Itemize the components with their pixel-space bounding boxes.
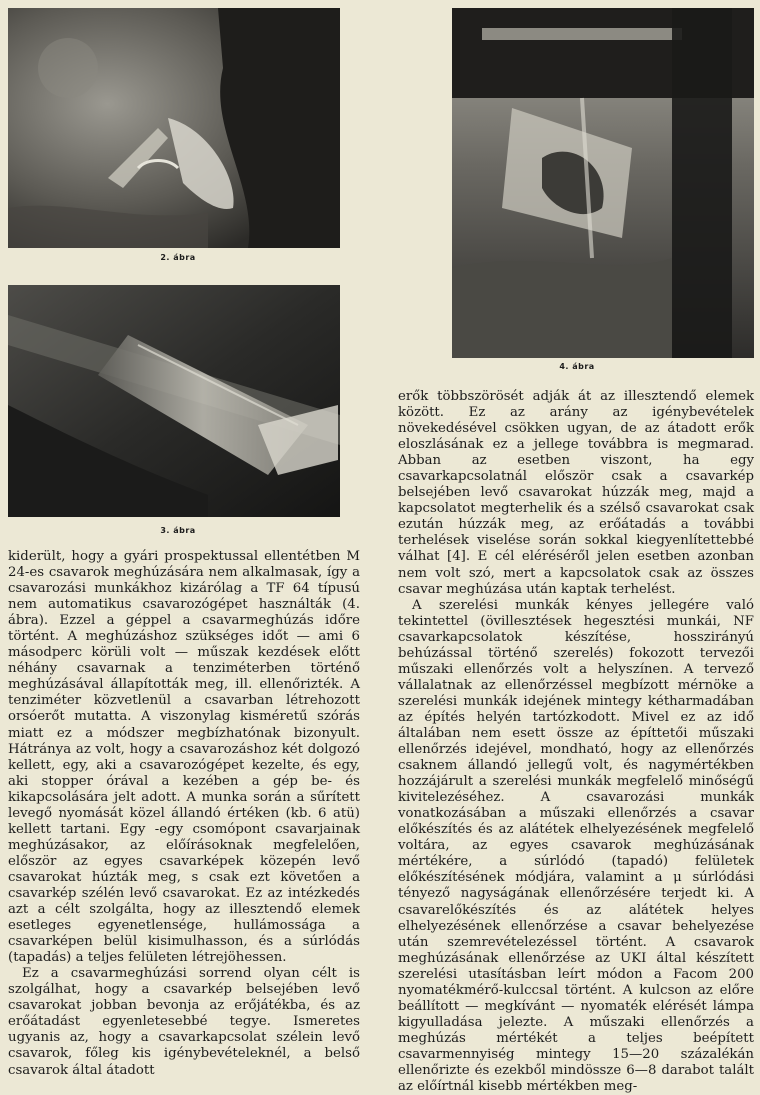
- paragraph: Ez a csavarmeghúzási sorrend olyan célt is szolgálhat, hogy a csavarkép belsejében levő csavarokat jobban bevonja az erőjátékba, és az erőátadást egyenletesebbé tegye. Ismeretes ugyanis az, hogy a csavarkapcsolat szélein levő csavarok, főleg kis igénybevételeknél, a belső csavarok által átadott: [8, 966, 360, 1078]
- figure-2-photo: [8, 8, 340, 248]
- figure-3-image: [8, 285, 340, 517]
- left-text-column: [8, 549, 360, 1079]
- paragraph: kiderült, hogy a gyári prospektussal ellentétben M 24-es csavarok meghúzására nem alkalmasak, így a csavarozási munkákhoz kizárólag a TF 64 típusú nem automatikus csavarozógépet használták (4. ábra). Ezzel a géppel a csavarmeghúzás időre történt. A meghúzáshoz szükséges időt — ami 6 másodperc körüli volt — műszak kezdések előtt néhány csavarnak a tenziméterben történő meghúzásával állapították meg, ill. ellenőrizték. A tenziméter közvetlenül a csavarban létrehozott orsóerőt mutatta. A viszonylag kisméretű szórás miatt ez a módszer megbízhatónak bizonyult. Hátránya az volt, hogy a csavarozáshoz két dolgozó kellett, egy, aki a csavarozógépet kezelte, és egy, aki stopper órával a kezében a gép be- és kikapcsolására jelt adott. A munka során a sűrített levegő nyomását közel állandó értéken (kb. 6 atü) kellett tartani. Egy -egy csomópont csavarjainak meghúzásakor, az előírásoknak megfelelően, először az egyes csavarképek közepén levő csavarokat húzták meg, s csak ezt követően a csavarkép szélén levő csavarokat. Ez az intézkedés azt a célt szolgálta, hogy az illesztendő elemek esetleges egyenetlensége, hullámossága a csavarképen belül kisimulhasson, és a súrlódás (tapadás) a teljes felületen létrejöhessen.: [8, 549, 360, 966]
- right-text-column: [398, 389, 754, 1095]
- paragraph: erők többszörösét adják át az illesztendő elemek között. Ez az arány az igénybevételek növekedésével csökken ugyan, de az átadott erők eloszlásának ez a jellege továbbra is megmarad. Abban az esetben viszont, ha egy csavarkapcsolatnál először csak a csavarkép belsejében levő csavarokat húzzák meg, majd a kapcsolatot megterhelik és a szélső csavarokat csak ezután húzzák meg, az erőátadás a további terhelések viselése során sokkal kiegyenlítettebbé válhat [4]. E cél eléréséről jelen esetben azonban nem volt szó, mert a kapcsolatok csak az összes csavar meghúzása után kaptak terhelést.: [398, 389, 754, 597]
- figure-4-photo: [452, 8, 754, 358]
- figure-4-caption: 4. ábra: [559, 362, 595, 371]
- figure-2-image: [8, 8, 340, 248]
- paragraph: A szerelési munkák kényes jellegére való tekintettel (övillesztések hegesztési munkái, NF csavarkapcsolatok készítése, hosszirányú behúzással történő szerelés) fokozott tervezői műszaki ellenőrzés volt a helyszínen. A tervező vállalatnak az ellenőrzéssel megbízott mérnöke a szerelési munkák idejének mintegy kétharmadában az építés helyén tartózkodott. Mivel ez az idő általában nem esett össze az építtetői műszaki ellenőrzés idejével, mondható, hogy az ellenőrzés csaknem állandó jellegű volt, és nagymértékben hozzájárult a szerelési munkák megfelelő minőségű kivitelezéséhez. A csavarozási munkák vonatkozásában a műszaki ellenőrzés a csavar előkészítés és az alátétek elhelyezésének megfelelő voltára, az egyes csavarok meghúzásának mértékére, a súrlódó (tapadó) felületek előkészítésének módjára, valamint a μ súrlódási tényező nagyságának ellenőrzésére terjedt ki. A csavarelőkészítés és az alátétek helyes elhelyezésének ellenőrzése a csavar behelyezése után szemrevételezéssel történt. A csavarok meghúzásának ellenőrzése az UKI által készített szerelési utasításban leírt módon a Facom 200 nyomatékmérő-kulccsal történt. A kulcson az előre beállított — megkívánt — nyomaték elérését lámpa kigyulladása jelezte. A műszaki ellenőrzés a meghúzás mértékét a teljes beépített csavarmennyiség mintegy 15—20 százalékán ellenőrizte és ezekből mindössze 6—8 darabot talált az előírtnál kisebb mértékben meg-: [398, 597, 754, 1095]
- figure-4-image: [452, 8, 754, 358]
- figure-3-photo: [8, 285, 340, 517]
- figure-2-caption: 2. ábra: [160, 253, 196, 262]
- figure-3-caption: 3. ábra: [160, 526, 196, 535]
